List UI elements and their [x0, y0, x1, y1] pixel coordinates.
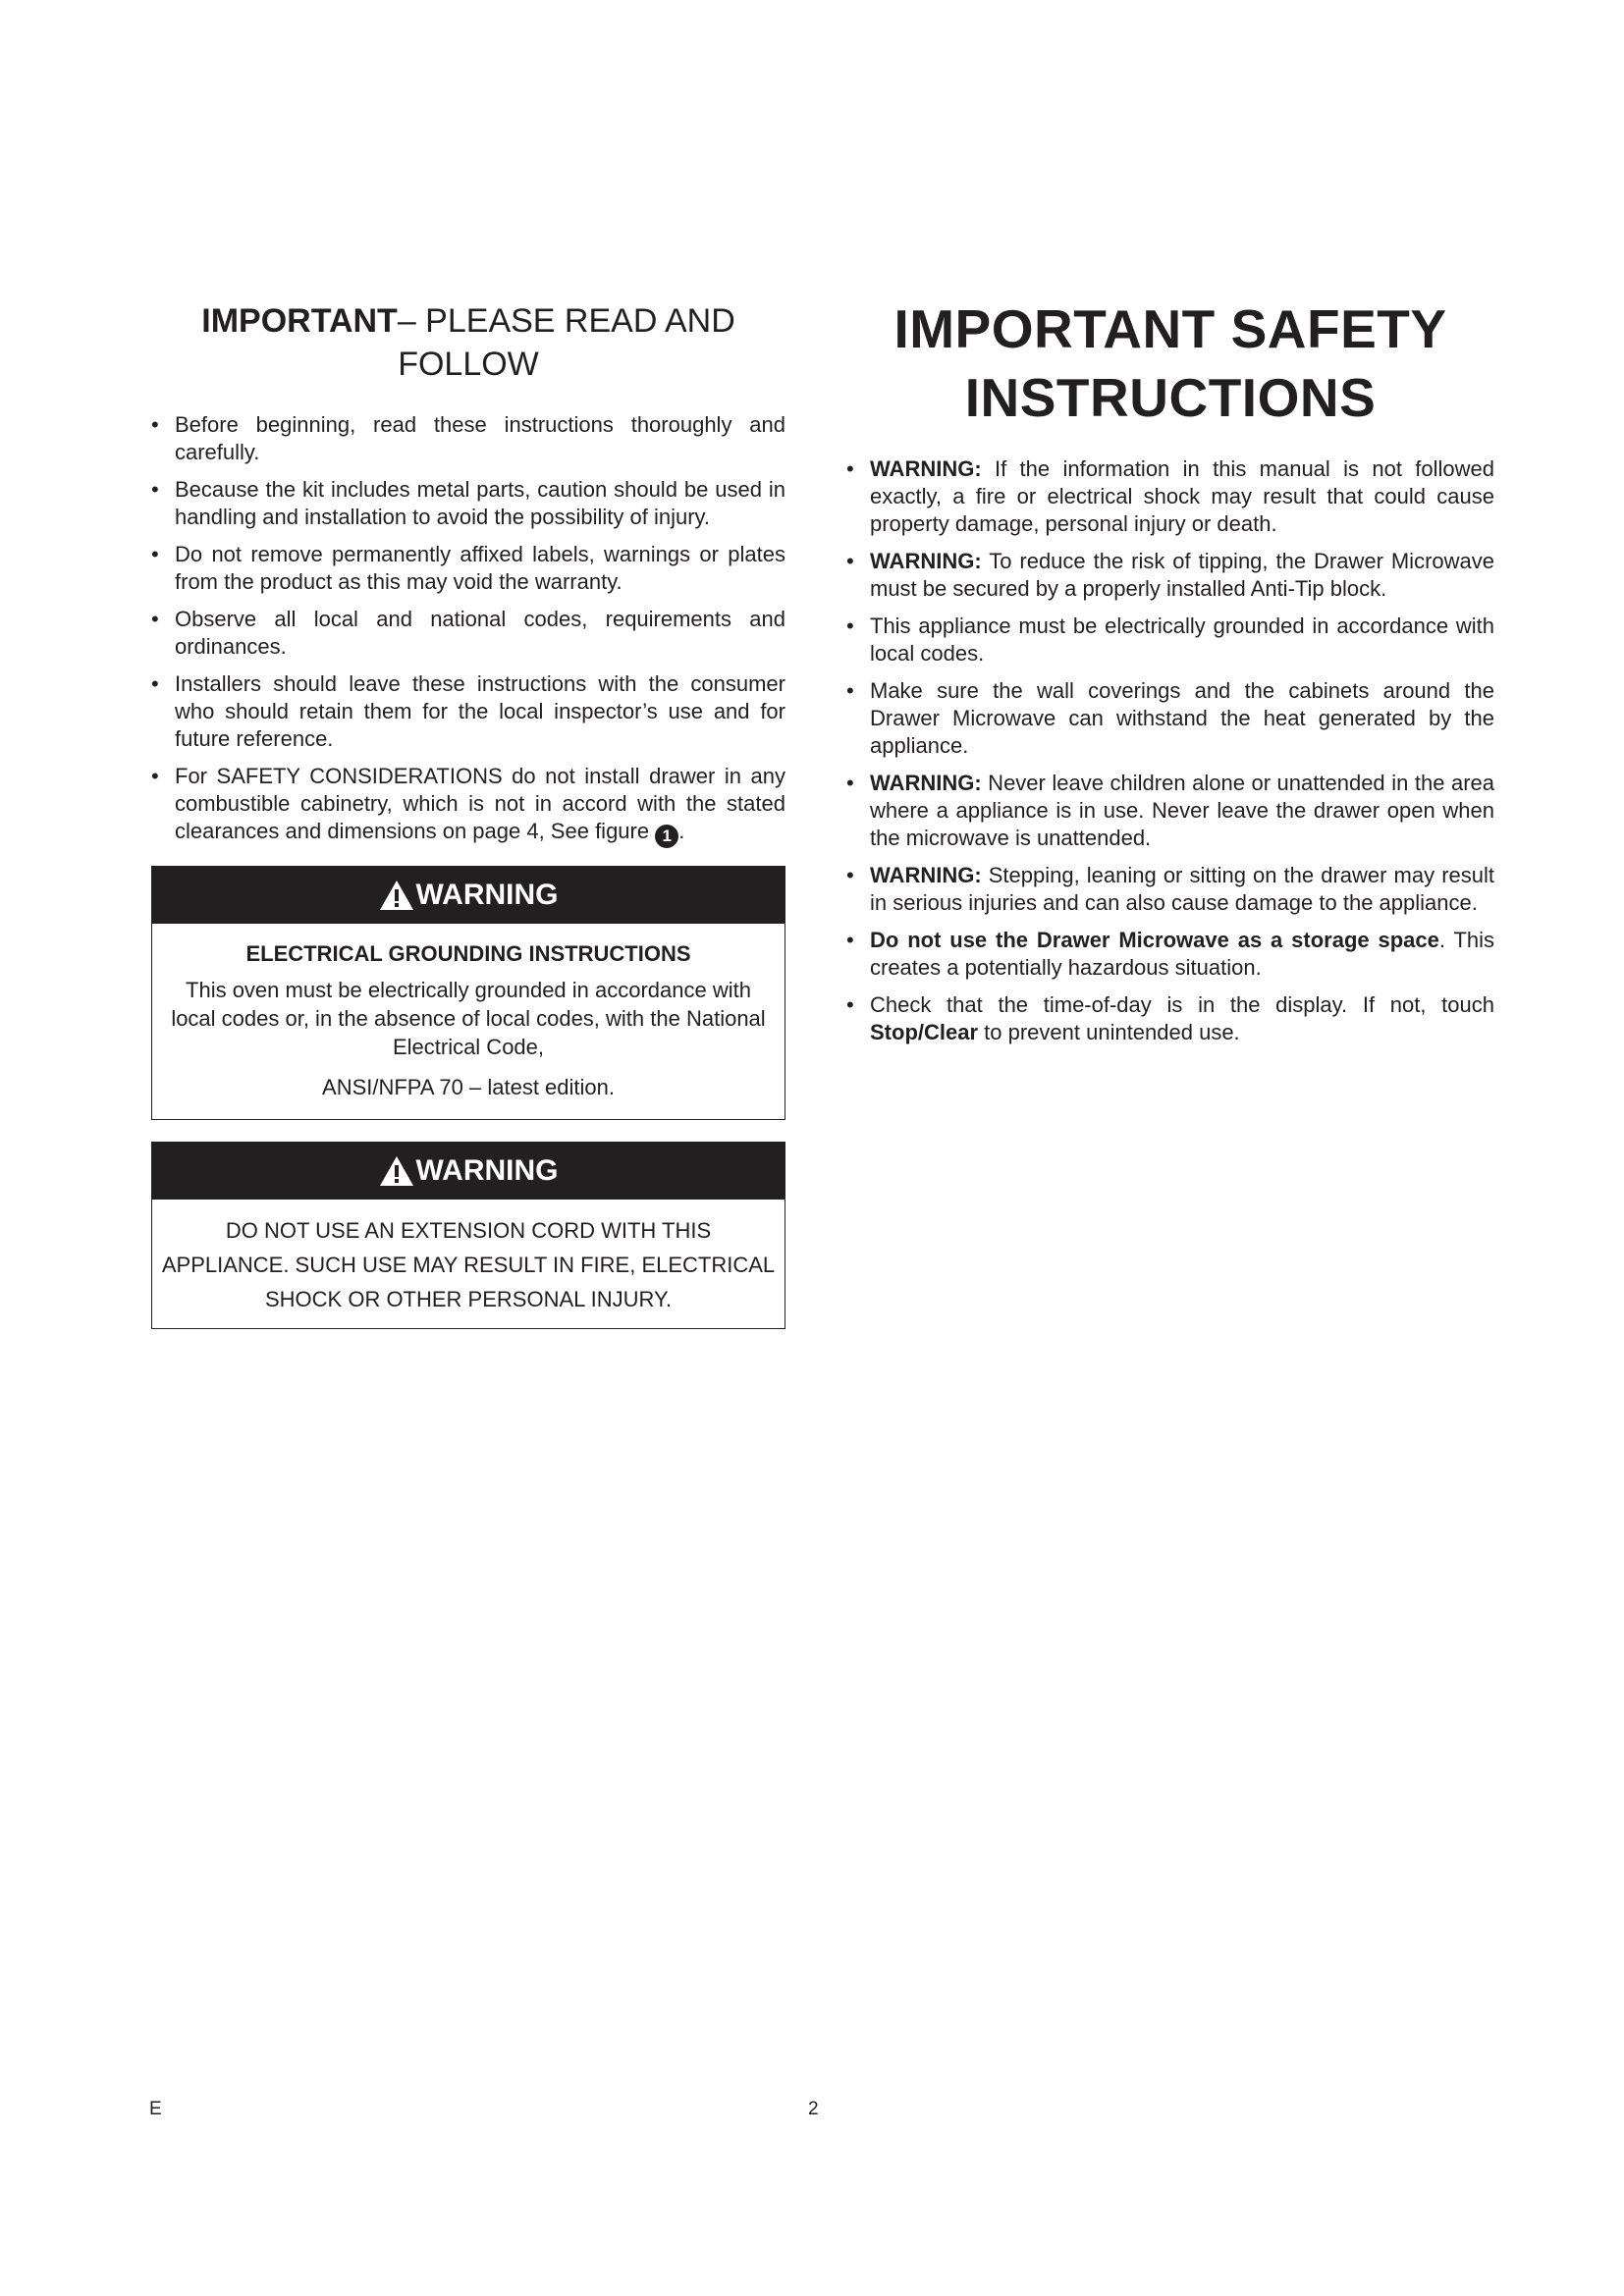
list-item — [151, 670, 785, 753]
bullet-icon: • — [846, 863, 854, 887]
list-item — [151, 606, 785, 661]
bullet-bold: WARNING: — [870, 549, 982, 573]
warning-body — [152, 1200, 785, 1328]
list-item — [846, 455, 1494, 538]
bullet-icon: • — [151, 764, 159, 788]
bullet-bold: Do not use the Drawer Microwave as a storage space — [870, 928, 1439, 952]
list-item — [151, 763, 785, 848]
left-title-rest: – PLEASE READ AND FOLLOW — [397, 302, 735, 383]
warning-text-standard: ANSI/NFPA 70 – latest edition. — [322, 1075, 615, 1099]
page-number: 2 — [808, 2099, 819, 2119]
bullet-text: Check that the time-of-day is in the display. If not, touch — [870, 992, 1494, 1017]
bullet-icon: • — [151, 542, 159, 566]
list-item — [151, 476, 785, 531]
bullet-text: Do not remove permanently affixed labels, warnings or plates from the product as this may void the warranty. — [175, 542, 785, 594]
bullet-text: Because the kit includes metal parts, caution should be used in handling and installation to avoid the possibility of injury. — [175, 477, 785, 529]
bullet-text: This appliance must be electrically grounded in accordance with local codes. — [870, 614, 1494, 666]
bullet-icon: • — [846, 456, 854, 481]
bullet-text: Before beginning, read these instructions thoroughly and carefully. — [175, 412, 785, 464]
footer-language-code: E — [149, 2099, 162, 2119]
bullet-icon: • — [846, 771, 854, 795]
bullet-text: To reduce the risk of tipping, the Drawer Microwave must be secured by a properly installed Anti-Tip block. — [870, 549, 1494, 601]
warning-text: This oven must be electrically grounded in accordance with local codes or, in the absence of local codes, with the National Electrical Code, — [171, 978, 766, 1059]
warning-header — [152, 867, 785, 924]
bullet-icon: • — [151, 671, 159, 696]
left-bullet-list — [151, 411, 785, 848]
bullet-bold: WARNING: — [870, 863, 982, 887]
list-item — [846, 770, 1494, 852]
list-item — [846, 677, 1494, 760]
bullet-icon: • — [846, 928, 854, 952]
bullet-icon: • — [846, 992, 854, 1017]
page-title: IMPORTANT SAFETY INSTRUCTIONS — [893, 298, 1447, 428]
bullet-icon: • — [846, 678, 854, 703]
warning-body — [152, 924, 785, 1119]
warning-header — [152, 1143, 785, 1200]
right-bullet-list — [846, 455, 1494, 1046]
figure-suffix: . — [678, 819, 685, 843]
bullet-icon: • — [151, 412, 159, 437]
bullet-text: to prevent unintended use. — [978, 1020, 1240, 1044]
list-item — [846, 613, 1494, 667]
warning-triangle-icon — [379, 1155, 414, 1187]
list-item — [846, 927, 1494, 982]
warning-triangle-icon — [379, 880, 414, 911]
bullet-text: Stepping, leaning or sitting on the drawer may result in serious injuries and can also cause damage to the appliance. — [870, 863, 1494, 915]
warning-label: WARNING — [415, 1154, 559, 1187]
bullet-bold: Stop/Clear — [870, 1020, 979, 1044]
bullet-text: Observe all local and national codes, requirements and ordinances. — [175, 607, 785, 659]
left-column — [151, 299, 785, 1329]
bullet-text: Installers should leave these instructions with the consumer who should retain them for the local inspector’s use and for future reference. — [175, 671, 785, 751]
figure-number-icon: 1 — [655, 825, 678, 848]
warning-box-grounding — [151, 866, 785, 1120]
bullet-icon: • — [151, 607, 159, 631]
list-item — [151, 541, 785, 596]
list-item — [846, 991, 1494, 1046]
bullet-text: Never leave children alone or unattended in the area where a appliance is in use. Never leave the drawer open when the microwave is unattended. — [870, 771, 1494, 850]
left-title-strong: IMPORTANT — [201, 302, 398, 340]
list-item — [151, 411, 785, 466]
bullet-text: . This creates a potentially hazardous situation. — [870, 928, 1494, 980]
right-column — [846, 294, 1494, 1056]
bullet-icon: • — [846, 549, 854, 573]
warning-box-extension-cord — [151, 1142, 785, 1329]
bullet-text: If the information in this manual is not followed exactly, a fire or electrical shock may result that could cause property damage, personal injury or death. — [870, 456, 1494, 536]
warning-label: WARNING — [415, 879, 559, 911]
bullet-bold: WARNING: — [870, 771, 982, 795]
bullet-bold: WARNING: — [870, 456, 982, 481]
bullet-icon: • — [846, 614, 854, 638]
warning-subtitle: ELECTRICAL GROUNDING INSTRUCTIONS — [245, 941, 691, 966]
list-item — [846, 862, 1494, 917]
warning-text: DO NOT USE AN EXTENSION CORD WITH THIS APPLIANCE. SUCH USE MAY RESULT IN FIRE, ELECTRICAL SHOCK OR OTHER PERSONAL INJURY. — [161, 1218, 776, 1311]
left-title — [151, 299, 785, 386]
bullet-text: For SAFETY CONSIDERATIONS do not install drawer in any combustible cabinetry, which is not in accord with the stated clearances and dimensions on page 4, See figure — [175, 764, 785, 843]
bullet-text: Make sure the wall coverings and the cabinets around the Drawer Microwave can withstand the heat generated by the appliance. — [870, 678, 1494, 758]
list-item — [846, 548, 1494, 603]
bullet-icon: • — [151, 477, 159, 502]
